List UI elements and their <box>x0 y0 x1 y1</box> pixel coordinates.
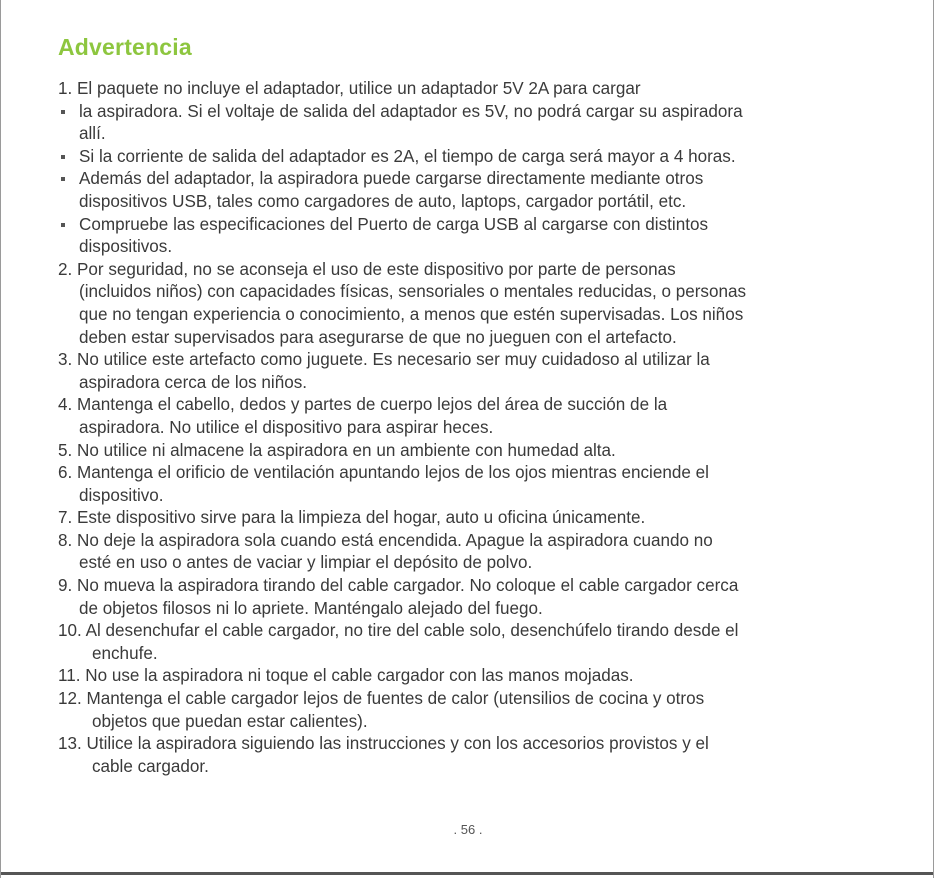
numbered-warning-line <box>58 78 888 101</box>
line-text: 13. Utilice la aspiradora siguiendo las instrucciones y con los accesorios provistos y el <box>58 734 709 754</box>
line-text: allí. <box>79 124 106 144</box>
continuation-line <box>58 485 888 508</box>
numbered-warning-line <box>58 349 888 372</box>
line-text: cable cargador. <box>92 756 209 776</box>
warning-list <box>58 78 888 778</box>
line-text: (incluidos niños) con capacidades físicas, sensoriales o mentales reducidas, o personas <box>79 282 747 302</box>
line-text: 8. No deje la aspiradora sola cuando está encendida. Apague la aspiradora cuando no <box>58 530 713 550</box>
page-heading: Advertencia <box>58 34 192 60</box>
numbered-warning-line <box>58 440 888 463</box>
line-text: Además del adaptador, la aspiradora puede cargarse directamente mediante otros <box>79 169 704 189</box>
bullet-warning-line <box>58 168 888 191</box>
line-text: enchufe. <box>92 643 158 663</box>
line-text: dispositivo. <box>79 485 164 505</box>
bullet-icon <box>61 110 65 114</box>
continuation-line <box>58 123 888 146</box>
line-text: 7. Este dispositivo sirve para la limpieza del hogar, auto u oficina únicamente. <box>58 508 646 528</box>
line-text: objetos que puedan estar calientes). <box>92 711 368 731</box>
line-text: dispositivos. <box>79 237 173 257</box>
line-text: aspiradora cerca de los niños. <box>79 372 308 392</box>
continuation-line <box>58 756 888 779</box>
bottom-divider <box>1 872 933 875</box>
numbered-warning-line <box>58 665 888 688</box>
line-text: Compruebe las especificaciones del Puerto de carga USB al cargarse con distintos <box>79 214 709 234</box>
line-text: 11. No use la aspiradora ni toque el cable cargador con las manos mojadas. <box>58 666 634 686</box>
line-text: que no tengan experiencia o conocimiento, a menos que estén supervisadas. Los niños <box>79 304 744 324</box>
line-text: dispositivos USB, tales como cargadores de auto, laptops, cargador portátil, etc. <box>79 191 687 211</box>
numbered-warning-line <box>58 733 888 756</box>
numbered-warning-line <box>58 620 888 643</box>
line-text: la aspiradora. Si el voltaje de salida del adaptador es 5V, no podrá cargar su aspiradora <box>79 101 743 121</box>
line-text: 5. No utilice ni almacene la aspiradora en un ambiente con humedad alta. <box>58 440 616 460</box>
line-text: 6. Mantenga el orificio de ventilación apuntando lejos de los ojos mientras enciende el <box>58 463 709 483</box>
continuation-line <box>58 417 888 440</box>
numbered-warning-line <box>58 462 888 485</box>
line-text: 2. Por seguridad, no se aconseja el uso de este dispositivo por parte de personas <box>58 259 676 279</box>
line-text: Si la corriente de salida del adaptador es 2A, el tiempo de carga será mayor a 4 horas. <box>79 146 736 166</box>
bullet-warning-line <box>58 101 888 124</box>
bullet-icon <box>61 223 65 227</box>
page-number: . 56 . <box>453 822 483 837</box>
numbered-warning-line <box>58 530 888 553</box>
continuation-line <box>58 643 888 666</box>
line-text: 3. No utilice este artefacto como juguete. Es necesario ser muy cuidadoso al utilizar la <box>58 350 710 370</box>
bullet-warning-line <box>58 214 888 237</box>
line-text: de objetos filosos ni lo apriete. Manténgalo alejado del fuego. <box>79 598 543 618</box>
continuation-line <box>58 552 888 575</box>
line-text: 1. El paquete no incluye el adaptador, utilice un adaptador 5V 2A para cargar <box>58 79 641 98</box>
line-text: aspiradora. No utilice el dispositivo para aspirar heces. <box>79 417 494 437</box>
line-text: 4. Mantenga el cabello, dedos y partes de cuerpo lejos del área de succión de la <box>58 395 668 415</box>
line-text: 10. Al desenchufar el cable cargador, no tire del cable solo, desenchúfelo tirando desde el <box>58 621 739 641</box>
line-text: deben estar supervisados para asegurarse de que no jueguen con el artefacto. <box>79 327 677 347</box>
continuation-line <box>58 327 888 350</box>
numbered-warning-line <box>58 688 888 711</box>
bullet-icon <box>61 177 65 181</box>
continuation-line <box>58 304 888 327</box>
line-text: esté en uso o antes de vaciar y limpiar el depósito de polvo. <box>79 553 533 573</box>
continuation-line <box>58 598 888 621</box>
bullet-warning-line <box>58 146 888 169</box>
continuation-line <box>58 711 888 734</box>
continuation-line <box>58 191 888 214</box>
line-text: 9. No mueva la aspiradora tirando del cable cargador. No coloque el cable cargador cerca <box>58 576 739 596</box>
numbered-warning-line <box>58 507 888 530</box>
numbered-warning-line <box>58 575 888 598</box>
bullet-icon <box>61 155 65 159</box>
continuation-line <box>58 372 888 395</box>
continuation-line <box>58 281 888 304</box>
continuation-line <box>58 236 888 259</box>
numbered-warning-line <box>58 394 888 417</box>
line-text: 12. Mantenga el cable cargador lejos de fuentes de calor (utensilios de cocina y otros <box>58 689 705 709</box>
numbered-warning-line <box>58 259 888 282</box>
